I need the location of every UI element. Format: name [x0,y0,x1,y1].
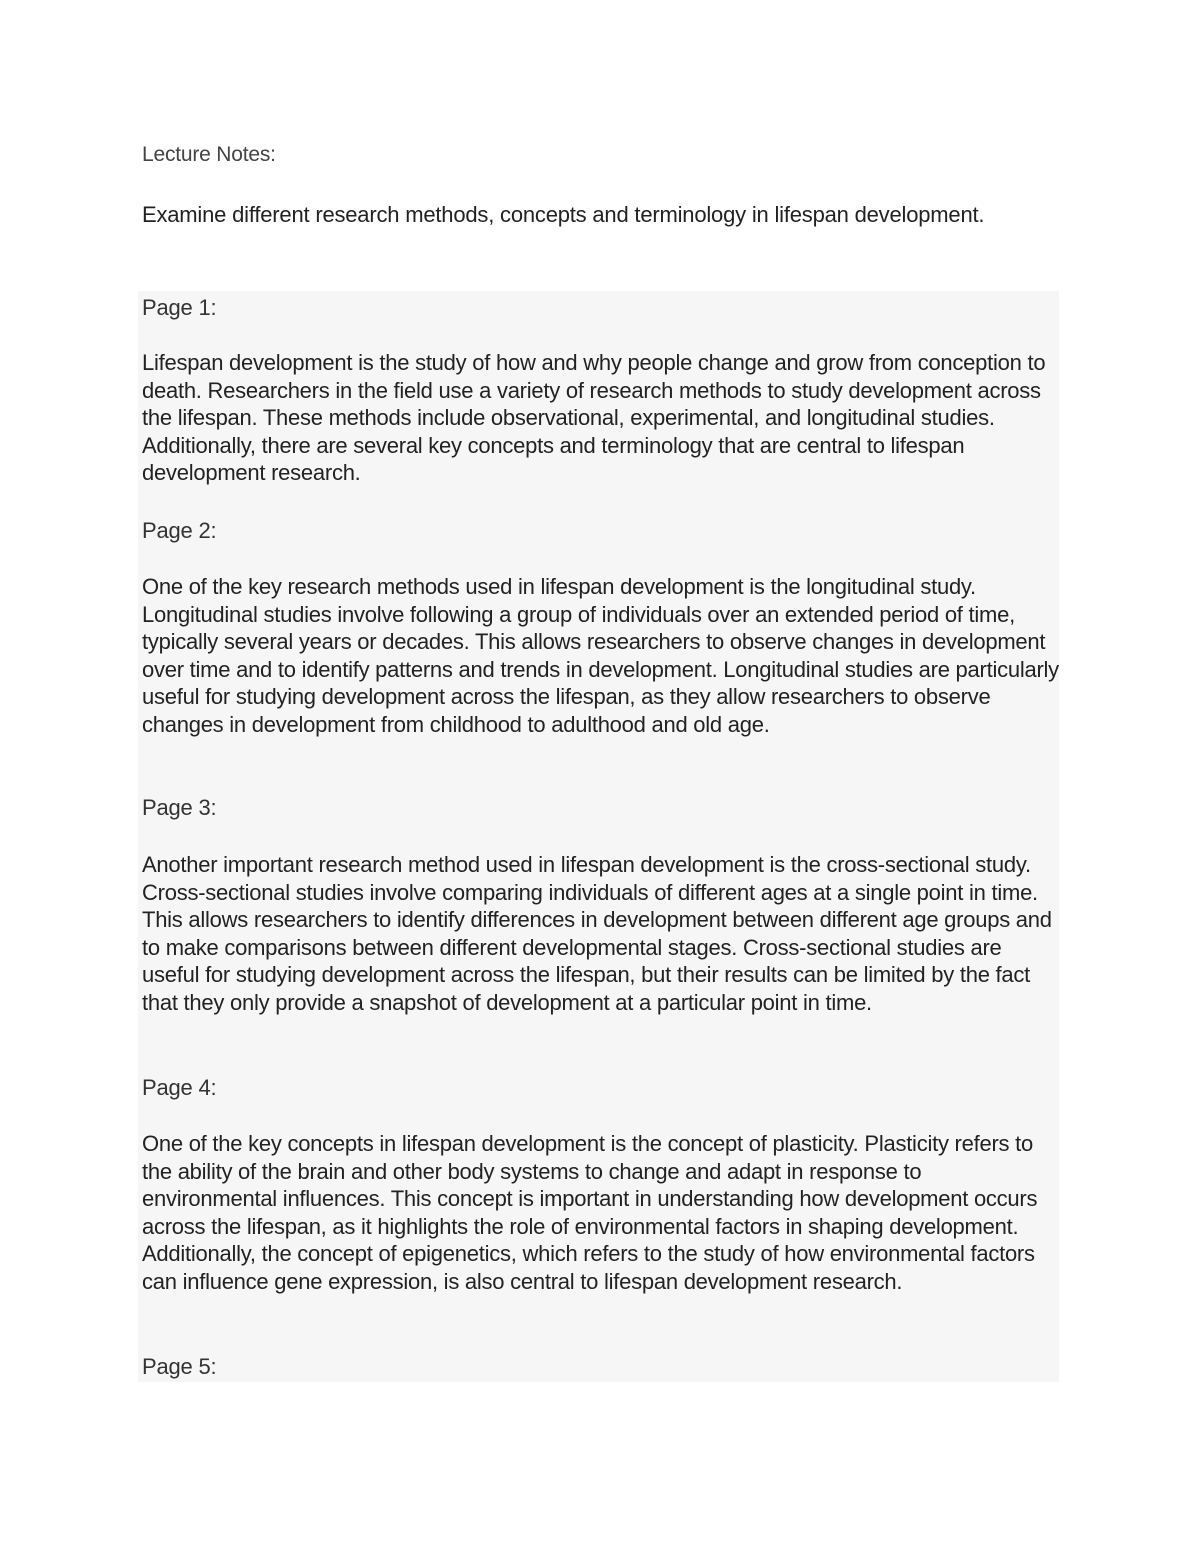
section-heading-page-1: Page 1: [142,295,217,320]
document-intro: Examine different research methods, concepts and terminology in lifespan development. [142,202,985,227]
section-heading-page-3: Page 3: [142,795,217,820]
document-label: Lecture Notes: [142,143,276,166]
section-body-page-1: Lifespan development is the study of how and why people change and grow from conception to death. Researchers in the field use a variety of research methods to study development across the lifespan. These methods include observational, experimental, and longitudinal studies. Additionally, there are several key concepts and terminology that are central to lifespan development research. [142,350,1046,485]
section-heading-page-2: Page 2: [142,518,217,543]
section-body-page-3: Another important research method used in lifespan development is the cross-sectional study. Cross-sectional studies involve comparing individuals of different ages at a single point in time. This allows researchers to identify differences in development between different age groups and to make comparisons between different developmental stages. Cross-sectional studies are useful for studying development across the lifespan, but their results can be limited by the fact that they only provide a snapshot of development at a particular point in time. [142,852,1052,1015]
section-body-page-2: One of the key research methods used in lifespan development is the longitudinal study. Longitudinal studies involve following a group of individuals over an extended period of time, typically several years or decades. This allows researchers to observe changes in development over time and to identify patterns and trends in development. Longitudinal studies are particularly useful for studying development across the lifespan, as they allow researchers to observe changes in development from childhood to adulthood and old age. [142,574,1059,737]
section-heading-page-4: Page 4: [142,1075,217,1100]
section-heading-page-5: Page 5: [142,1354,217,1379]
section-body-page-4: One of the key concepts in lifespan development is the concept of plasticity. Plasticity refers to the ability of the brain and other body systems to change and adapt in response to environmental influences. This concept is important in understanding how development occurs across the lifespan, as it highlights the role of environmental factors in shaping development. Additionally, the concept of epigenetics, which refers to the study of how environmental factors can influence gene expression, is also central to lifespan development research. [142,1131,1038,1294]
notes-content-box [138,291,1059,1382]
